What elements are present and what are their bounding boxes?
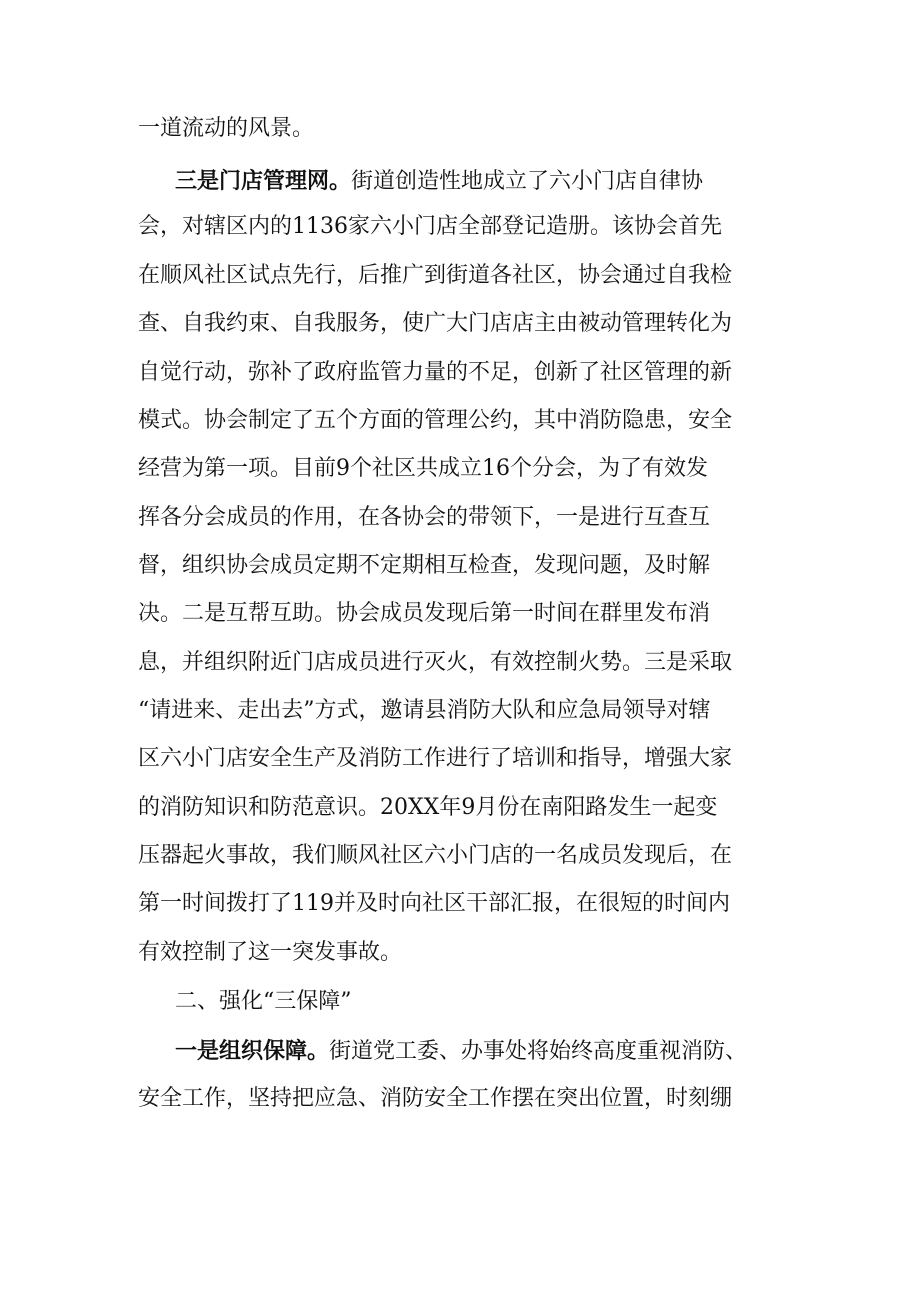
paragraph-line: 查、自我约束、自我服务，使广大门店店主由被动管理转化为 xyxy=(138,311,733,336)
paragraph-line: 一道流动的风景。 xyxy=(138,116,315,141)
section-lead-heading: 一是组织保障。 xyxy=(175,1038,330,1064)
paragraph-text: 街道党工委、办事处将始终高度重视消防、 xyxy=(329,1039,748,1064)
paragraph-line: 经营为第一项。目前9个社区共成立16个分会，为了有效发 xyxy=(138,456,708,481)
paragraph-line: 压器起火事故，我们顺风社区六小门店的一名成员发现后，在 xyxy=(138,843,733,868)
paragraph-line: 区六小门店安全生产及消防工作进行了培训和指导，增强大家 xyxy=(138,746,733,771)
paragraph-line: 督，组织协会成员定期不定期相互检查，发现问题，及时解 xyxy=(138,553,711,578)
paragraph-line: 在顺风社区试点先行，后推广到街道各社区，协会通过自我检 xyxy=(138,263,733,288)
paragraph-line: 第一时间拨打了119并及时向社区干部汇报，在很短的时间内 xyxy=(138,891,730,916)
paragraph-line: 有效控制了这一突发事故。 xyxy=(138,940,403,965)
paragraph-line: 模式。协会制定了五个方面的管理公约，其中消防隐患，安全 xyxy=(138,408,733,433)
paragraph-line: 息，并组织附近门店成员进行灭火，有效控制火势。三是采取 xyxy=(138,650,733,675)
paragraph-line: “请进来、走出去”方式，邀请县消防大队和应急局领导对辖 xyxy=(138,698,711,723)
paragraph-line: 自觉行动，弥补了政府监管力量的不足，创新了社区管理的新 xyxy=(138,360,733,385)
section-heading: 二、强化“三保障” xyxy=(175,989,352,1014)
paragraph-line xyxy=(175,1034,747,1068)
paragraph-line: 的消防知识和防范意识。20XX年9月份在南阳路发生一起变 xyxy=(138,795,718,820)
paragraph-text: 街道创造性地成立了六小门店自律协 xyxy=(351,169,704,194)
paragraph-line xyxy=(175,164,703,198)
paragraph-line: 挥各分会成员的作用，在各协会的带领下，一是进行互查互 xyxy=(138,505,711,530)
paragraph-line: 决。二是互帮互助。协会成员发现后第一时间在群里发布消 xyxy=(138,601,711,626)
paragraph-line: 会，对辖区内的1136家六小门店全部登记造册。该协会首先 xyxy=(138,214,722,239)
paragraph-line: 安全工作，坚持把应急、消防安全工作摆在突出位置，时刻绷 xyxy=(138,1086,733,1111)
section-lead-heading: 三是门店管理网。 xyxy=(175,168,352,194)
